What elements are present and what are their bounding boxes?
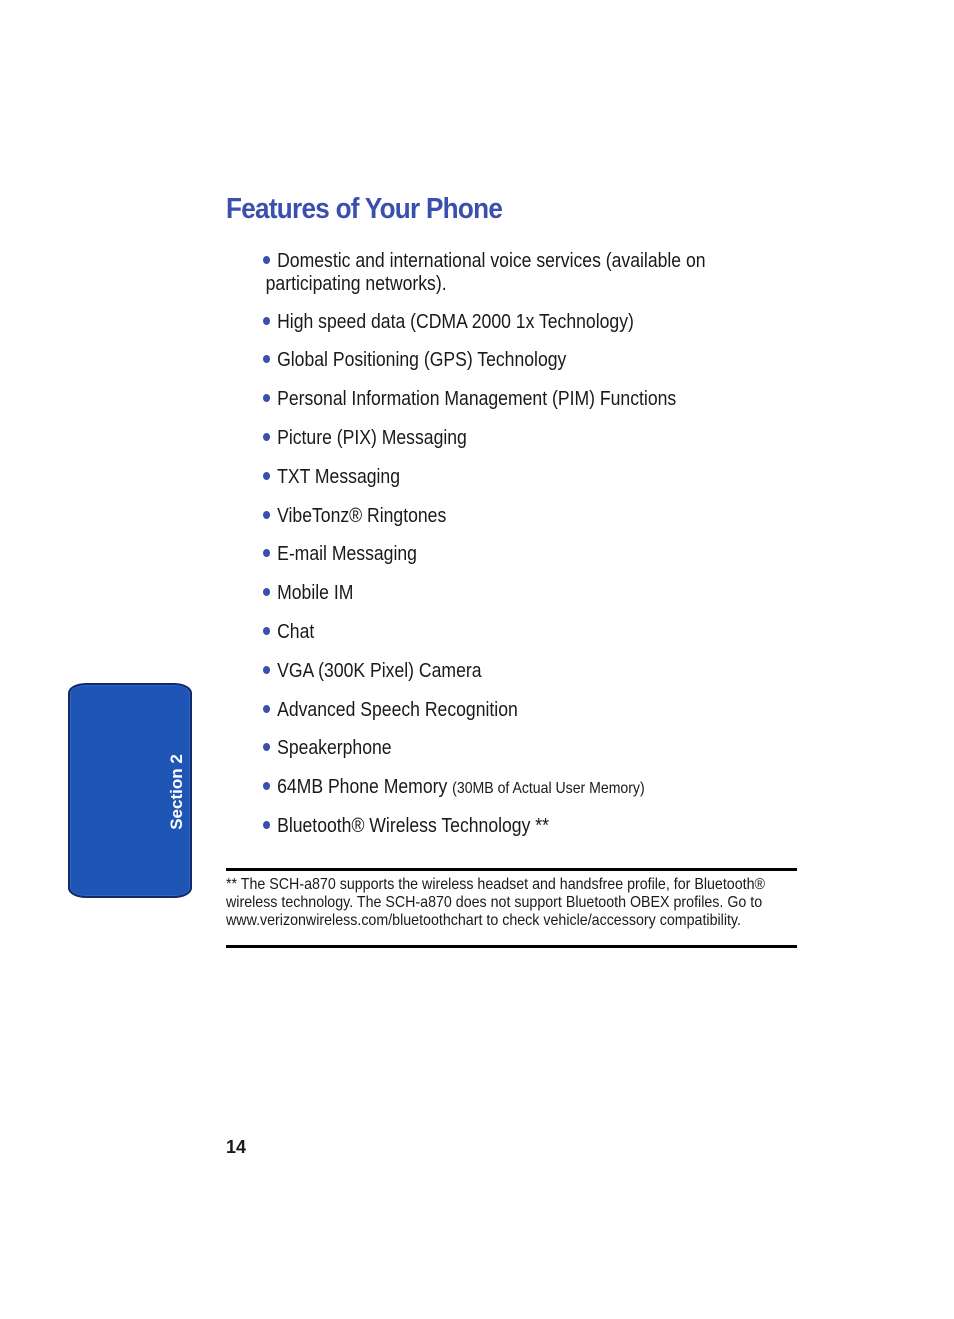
footnote-top-rule <box>226 868 797 871</box>
feature-text: Advanced Speech Recognition <box>277 699 518 721</box>
bullet-icon <box>263 317 270 325</box>
bullet-icon <box>263 588 270 596</box>
page-title: Features of Your Phone <box>226 193 503 225</box>
list-item <box>263 776 645 800</box>
footnote-bottom-rule <box>226 945 797 948</box>
feature-text: High speed data (CDMA 2000 1x Technology) <box>277 311 634 333</box>
feature-text: Chat <box>277 621 315 643</box>
footnote-line: www.verizonwireless.com/bluetoothchart to check vehicle/accessory compatibility. <box>226 912 741 929</box>
feature-text: TXT Messaging <box>277 466 401 488</box>
bullet-icon <box>263 472 270 480</box>
feature-text: 64MB Phone Memory <box>277 776 448 798</box>
bullet-icon <box>263 705 270 713</box>
feature-text: VibeTonz® Ringtones <box>277 505 447 527</box>
bullet-icon <box>263 821 270 829</box>
feature-text: Bluetooth® Wireless Technology ** <box>277 815 549 837</box>
bullet-icon <box>263 782 270 790</box>
bullet-icon <box>263 549 270 557</box>
footnote <box>226 876 796 930</box>
feature-text: Picture (PIX) Messaging <box>277 427 467 449</box>
feature-text-continued: participating networks). <box>265 273 447 295</box>
feature-text: Mobile IM <box>277 582 354 604</box>
feature-text: Personal Information Management (PIM) Functions <box>277 388 677 410</box>
list-item <box>263 660 482 683</box>
page-number: 14 <box>226 1137 247 1157</box>
bullet-icon <box>263 355 270 363</box>
bullet-icon <box>263 433 270 441</box>
feature-text: Speakerphone <box>277 737 392 759</box>
bullet-icon <box>263 627 270 635</box>
feature-note: (30MB of Actual User Memory) <box>452 780 645 797</box>
bullet-icon <box>263 743 270 751</box>
list-item <box>263 250 706 296</box>
bullet-icon <box>263 666 270 674</box>
footnote-line: wireless technology. The SCH-a870 does not support Bluetooth OBEX profiles. Go to <box>226 894 763 911</box>
list-item <box>263 427 467 450</box>
list-item <box>263 543 417 566</box>
list-item <box>263 505 446 528</box>
list-item <box>263 737 392 760</box>
list-item <box>263 311 634 334</box>
bullet-icon <box>263 511 270 519</box>
feature-text: Global Positioning (GPS) Technology <box>277 349 567 371</box>
section-tab-label: Section 2 <box>167 754 186 830</box>
list-item <box>263 466 400 489</box>
list-item <box>263 388 676 411</box>
feature-text: E-mail Messaging <box>277 543 417 565</box>
feature-text: Domestic and international voice services (available on <box>277 250 706 272</box>
bullet-icon <box>263 394 270 402</box>
feature-text: VGA (300K Pixel) Camera <box>277 660 482 682</box>
list-item <box>263 815 549 838</box>
footnote-line: ** The SCH-a870 supports the wireless headset and handsfree profile, for Bluetooth® <box>226 876 766 893</box>
list-item <box>263 621 314 644</box>
list-item <box>263 349 566 372</box>
list-item <box>263 699 518 722</box>
bullet-icon <box>263 256 270 264</box>
list-item <box>263 582 353 605</box>
